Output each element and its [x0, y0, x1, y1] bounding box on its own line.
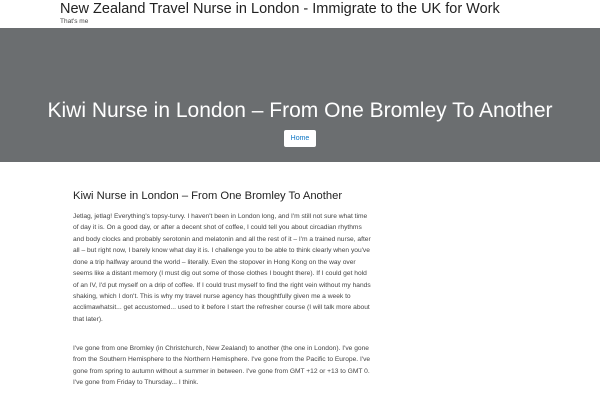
- site-title-link[interactable]: New Zealand Travel Nurse in London - Immigrate to the UK for Work: [60, 1, 500, 17]
- site-tagline: That's me: [60, 18, 89, 25]
- post-content: [0, 162, 600, 400]
- hero-banner: [0, 28, 600, 162]
- post-paragraph: Jetlag, jetlag! Everything's topsy-turvy. I haven't been in London long, and I'm still not sure what time of day it is. On a good day, or after a decent shot of coffee, I could tell you about circadian rhythms and body clocks and probably serotonin and melatonin and all the rest of it – I'm a trained nurse, after all – but right now, I barely know what day it is. I challenge you to be able to think clearly when you've done a trip halfway around the world – literally. Even the stopover in Hong Kong on the way over seems like a distant memory (I must dig out some of those clothes I bought there). If I could get hold of an IV, I'd put myself on a drip of coffee. If I could trust myself to find the right vein without my hands shaking, which I don't. This is why my travel nurse agency has thoughtfully given me a week to acclimawhatsit... get accustomed... used to it before I start the refresher course (I will talk more about that later).: [73, 213, 371, 323]
- post-title: Kiwi Nurse in London – From One Bromley To Another: [73, 190, 343, 202]
- hero-title: Kiwi Nurse in London – From One Bromley To Another: [47, 99, 553, 122]
- site-header: [0, 0, 600, 28]
- post-paragraph: I've gone from one Bromley (in Christchurch, New Zealand) to another (the one in London). I've gone from the Southern Hemisphere to the Northern Hemisphere. I've gone from the Pacific to Europe. I've gone from spring to autumn without a summer in between. I've gone from GMT +12 or +13 to GMT 0. I've gone from Friday to Thursday... I think.: [73, 345, 371, 387]
- home-button[interactable]: Home: [284, 130, 316, 147]
